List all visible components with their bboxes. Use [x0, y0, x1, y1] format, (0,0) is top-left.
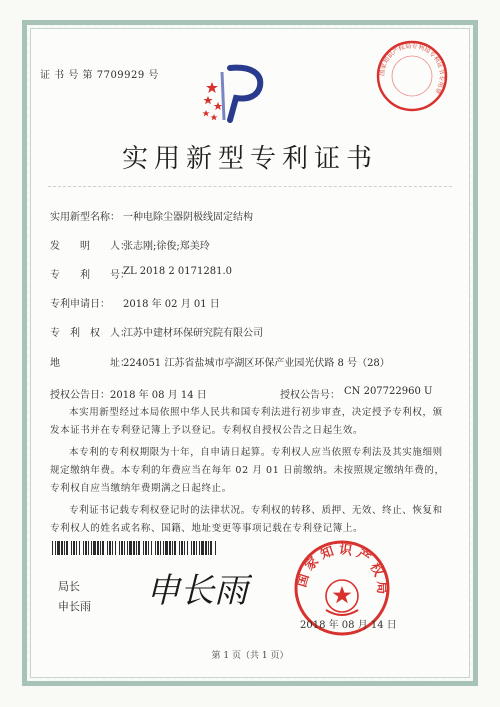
barcode-bar — [79, 541, 80, 555]
barcode-bar — [172, 541, 173, 555]
barcode-bar — [73, 541, 75, 555]
paragraph-2: 本专利的专利权期限为十年，自申请日起算。专利权人应当依照专利法及其实施细则规定缴纳年费。本专利的年费应当在每年 02 月 01 日前缴纳。未按照规定缴纳年费的，专利权自应当缴纳年费期满之日起终止。 — [50, 447, 445, 494]
barcode-bar — [64, 541, 65, 555]
barcode-bar — [93, 541, 96, 555]
barcode-bar — [61, 541, 63, 555]
patent-office-logo — [200, 62, 270, 124]
barcode-bar — [66, 541, 68, 555]
seal-top-text: 国家知识产权局专利局专利证书专用章 — [378, 42, 446, 95]
barcode-bar — [157, 541, 159, 555]
barcode-bar — [169, 541, 171, 555]
barcode-bar — [97, 541, 99, 555]
seal-date: 2018 年 08 月 14 日 — [300, 620, 397, 631]
barcode-bar — [55, 541, 56, 555]
barcode-bar — [184, 541, 185, 555]
barcode-bar — [85, 541, 87, 555]
official-seal-top — [374, 38, 450, 114]
barcode-bar — [124, 541, 125, 555]
field-value-patent-no: ZL 2018 2 0171281.0 — [123, 266, 233, 277]
barcode-bar — [100, 541, 101, 555]
field-value-patentee: 江苏中建材环保研究院有限公司 — [123, 328, 263, 339]
barcode-bar — [143, 541, 144, 555]
barcode-bar — [155, 541, 156, 555]
director-signature — [142, 564, 252, 614]
barcode-bar — [112, 541, 113, 555]
barcode — [52, 541, 217, 555]
barcode-bar — [133, 541, 135, 555]
paragraph-1: 本实用新型经过本局依照中华人民共和国专利法进行初步审查，决定授予专利权，颁发本证书并在专利登记簿上予以登记。专利权自授权公告之日起生效。 — [50, 407, 443, 436]
barcode-bar — [107, 541, 108, 555]
barcode-bar — [193, 541, 195, 555]
barcode-bar — [215, 541, 216, 555]
paragraph-3: 专利证书记载专利权登记时的法律状况。专利权的转移、质押、无效、终止、恢复和专利权人的姓名或名称、国籍、地址变更等事项记载在专利登记簿上。 — [50, 505, 443, 534]
barcode-bar — [57, 541, 60, 555]
barcode-bar — [196, 541, 197, 555]
barcode-bar — [138, 541, 140, 555]
barcode-bar — [109, 541, 111, 555]
field-label-patent-no: 专 利 号： — [50, 270, 130, 281]
barcode-bar — [148, 541, 149, 555]
barcode-bar — [129, 541, 132, 555]
barcode-bar — [71, 541, 72, 555]
grant-no-label: 授权公告号： — [280, 390, 340, 401]
barcode-bar — [127, 541, 128, 555]
barcode-bar — [83, 541, 84, 555]
divider — [48, 186, 452, 187]
barcode-bar — [88, 541, 89, 555]
barcode-bar — [151, 541, 152, 555]
field-label-inventors: 发 明 人： — [50, 241, 130, 252]
barcode-bar — [181, 541, 183, 555]
field-label-name: 实用新型名称： — [50, 212, 120, 223]
seal-bottom-text: 国家知识产权局 — [294, 542, 390, 599]
barcode-bar — [199, 541, 200, 555]
barcode-bar — [52, 541, 53, 555]
barcode-bar — [201, 541, 204, 555]
emblem-star-icon — [333, 586, 352, 603]
certificate-body — [50, 404, 450, 542]
field-label-filing-date: 专利申请日： — [50, 299, 110, 310]
grant-no-value: CN 207722960 U — [344, 386, 433, 397]
barcode-bar — [163, 541, 164, 555]
director-name: 申长雨 — [58, 600, 91, 613]
barcode-bar — [136, 541, 137, 555]
field-label-address: 地 址： — [50, 358, 130, 369]
barcode-bar — [210, 541, 212, 555]
barcode-bar — [191, 541, 192, 555]
field-value-address: 224051 江苏省盐城市亭湖区环保产业园光伏路 8 号（28） — [123, 358, 390, 369]
barcode-bar — [165, 541, 168, 555]
page-title: 实用新型专利证书 — [121, 144, 378, 174]
barcode-bar — [174, 541, 176, 555]
barcode-bar — [179, 541, 180, 555]
field-label-patentee: 专 利 权 人： — [50, 328, 130, 339]
page-footer: 第 1 页（共 1 页） — [211, 651, 289, 661]
field-value-inventors: 张志刚;徐俊;郑美玲 — [123, 241, 210, 252]
barcode-bar — [76, 541, 77, 555]
barcode-bar — [102, 541, 104, 555]
svg-text:国家知识产权局专利局专利证书专用章 — [378, 42, 446, 95]
director-title: 局长 — [58, 580, 80, 593]
barcode-bar — [160, 541, 161, 555]
field-value-name: 一种电除尘器阴极线固定结构 — [123, 212, 253, 223]
barcode-bar — [208, 541, 209, 555]
barcode-bar — [205, 541, 207, 555]
field-value-filing-date: 2018 年 02 月 01 日 — [123, 299, 220, 310]
barcode-bar — [119, 541, 120, 555]
grant-date-value: 2018 年 08 月 14 日 — [110, 390, 207, 401]
barcode-bar — [121, 541, 123, 555]
certificate-number: 证 书 号 第 7709929 号 — [40, 70, 159, 81]
barcode-bar — [145, 541, 147, 555]
barcode-bar — [115, 541, 116, 555]
barcode-bar — [187, 541, 188, 555]
barcode-bar — [91, 541, 92, 555]
signature-text: 申长雨 — [146, 571, 248, 611]
grant-date-label: 授权公告日： — [50, 390, 110, 401]
